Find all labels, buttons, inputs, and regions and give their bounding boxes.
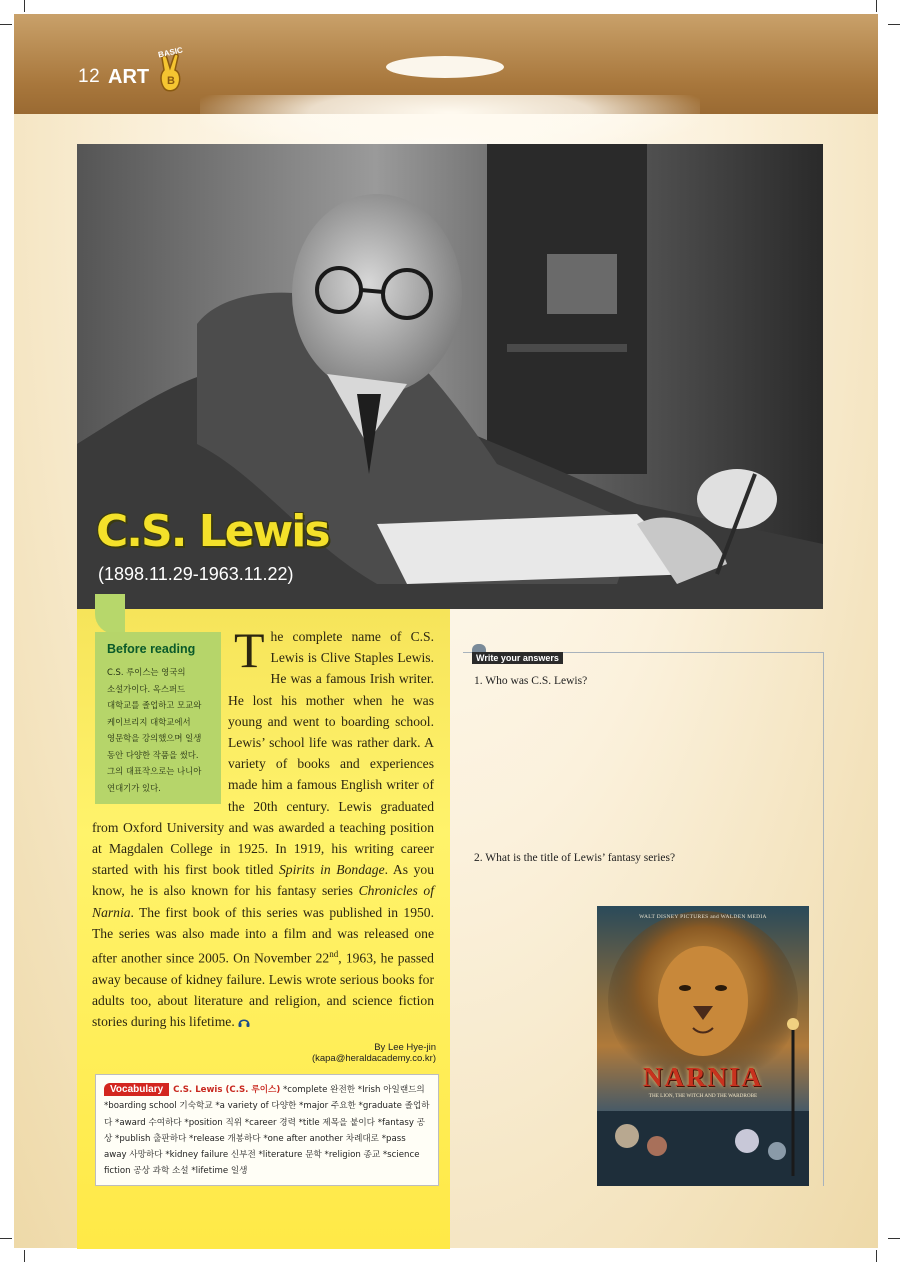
poster-title: NARNIA	[643, 1062, 763, 1092]
life-dates: (1898.11.29-1963.11.22)	[98, 564, 294, 584]
level-label: BASIC	[157, 45, 184, 60]
vocabulary-tag: Vocabulary	[104, 1083, 169, 1096]
article-wrap-spacer	[92, 626, 228, 806]
byline: By Lee Hye-jin (kapa@heraldacademy.co.kr)	[311, 1042, 436, 1064]
question-1: 1. Who was C.S. Lewis?	[474, 675, 588, 687]
article-text-2: . As you know, he is also known for his fantasy series	[92, 862, 434, 899]
article-text-3: . The first book of this series was published in 1950. The series was also made into a film and was released one after another since 2005. On November 22	[92, 904, 434, 966]
article-body	[92, 622, 434, 1032]
vocabulary-headword: C.S. Lewis (C.S. 루이스)	[173, 1085, 281, 1095]
poster-studio: WALT DISNEY PICTURES and WALDEN MEDIA	[639, 914, 767, 920]
drop-cap: T	[234, 622, 265, 678]
crop-mark	[24, 0, 25, 12]
before-reading-title: Before reading	[107, 642, 196, 656]
headphones-icon[interactable]	[238, 1016, 250, 1027]
crop-mark	[876, 1250, 877, 1262]
answers-label: Write your answers	[472, 652, 563, 664]
question-2: 2. What is the title of Lewis’ fantasy series?	[474, 852, 676, 864]
book-title-1: Spirits in Bondage	[278, 862, 385, 878]
section-name: ART	[108, 66, 150, 88]
vocabulary-box	[95, 1074, 439, 1186]
vocabulary-entries: *complete 완전한 *Irish 아일랜드의 *boarding school 기숙학교 *a variety of 다양한 *major 주요한 *graduate 졸업하다 *award 수여하다 *position 직위 *career 경력 *title 제목을 붙이다 *fantasy 공상 *publish 출판하다 *release 개봉하다 *one after another 차례대로 *pass away 사망하다 *kidney failure 신부전 *literature 문학 *religion 종교 *science fiction 공상 과학 소설 *lifetime 일생	[104, 1085, 430, 1177]
narnia-poster	[597, 906, 809, 1186]
crop-mark	[888, 24, 900, 25]
article-title: C.S. Lewis	[96, 506, 329, 557]
crop-mark	[888, 1238, 900, 1239]
header-oval	[386, 56, 504, 78]
crop-mark	[24, 1250, 25, 1262]
lion-illustration	[597, 906, 809, 1186]
crop-mark	[0, 24, 12, 25]
article-text-4: , 1963, he passed away because of kidney failure. Lewis wrote serious books for adults too, about literature and religion, and science fiction stories during his lifetime.	[92, 950, 434, 1030]
poster-subtitle: THE LION, THE WITCH AND THE WARDROBE	[648, 1093, 758, 1099]
level-letter: B	[167, 75, 175, 87]
article-text-1: he complete name of C.S. Lewis is Clive Staples Lewis. He was a famous Irish writer. He lost his mother when he was young and went to boarding school. Lewis’ school life was rather dark. A variety of books and experiences made him a famous English writer of the 20th century. Lewis graduated from Oxford University and was awarded a teaching position at Magdalen College in 1925. In 1919, his writing career started with his first book titled	[92, 629, 434, 878]
before-reading-text: C.S. 루이스는 영국의 소설가이다. 옥스퍼드 대학교를 졸업하고 모교와 케이브리지 대학교에서 영문학을 강의했으며 일생 동안 다양한 작품을 썼다. 그의 대표작으로는 나니아 연대기가 있다.	[107, 667, 202, 793]
level-badge	[152, 45, 192, 94]
page-number: 12	[78, 66, 101, 87]
book-title-2: Chronicles of Narnia	[92, 883, 434, 920]
article-superscript: nd	[329, 949, 339, 960]
crop-mark	[876, 0, 877, 12]
crop-mark	[0, 1238, 12, 1239]
